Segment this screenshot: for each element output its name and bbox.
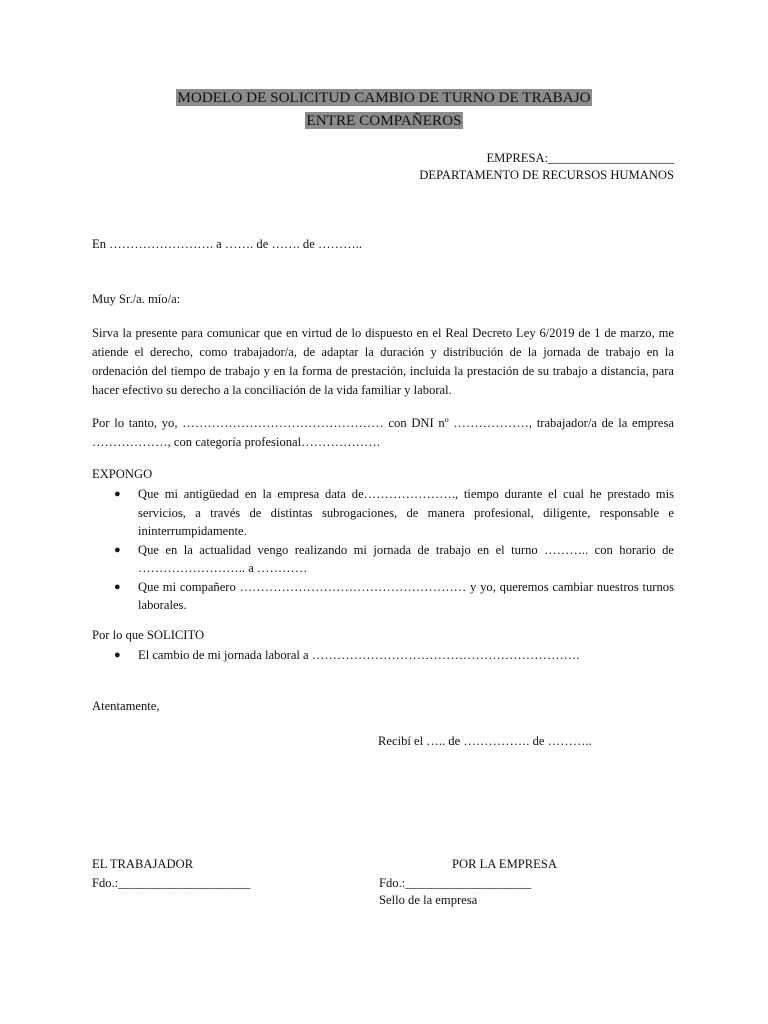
expongo-list	[92, 485, 674, 615]
expongo-heading: EXPONGO	[92, 467, 153, 481]
list-item	[92, 578, 674, 615]
solicito-list	[92, 646, 674, 665]
list-item	[92, 541, 674, 578]
list-item	[92, 646, 674, 665]
document-title-line-1	[0, 88, 768, 108]
worker-signature-label: EL TRABAJADOR	[92, 857, 194, 871]
intro-paragraph: Sirva la presente para comunicar que en virtud de lo dispuesto en el Real Decreto Ley 6/2019 de 1 de marzo, me atiende el derecho, como trabajador/a, de adaptar la duración y distribución de la jornada de trabajo en la ordenación del tiempo de trabajo y en la forma de prestación, incluida la prestación de su trabajo a distancia, para hacer efectivo su derecho a la conciliación de la vida familiar y laboral.	[92, 326, 674, 397]
identity-paragraph: Por lo tanto, yo, ………………………………………… con DNI nº ………………, trabajador/a de la empresa ………………, con categoría profesional……………….	[92, 416, 674, 449]
worker-signature-field: Fdo.:_____________________	[92, 876, 251, 890]
list-item-text: El cambio de mi jornada laboral a ……………………………………………………….	[138, 648, 580, 662]
bullet-icon: ●	[114, 580, 121, 593]
place-date-line: En ……………………. a ……. de ……. de ………..	[92, 237, 363, 251]
receipt-line: Recibí el ….. de ……………. de ………..	[378, 734, 592, 748]
greeting: Muy Sr./a. mío/a:	[92, 292, 181, 306]
list-item-text: Que mi antigüedad en la empresa data de…………………., tiempo durante el cual he prestado mis servicios, a través de distintas subrogaciones, de manera profesional, diligente, responsable e ininterrumpidamente.	[138, 487, 674, 538]
company-seal-label: Sello de la empresa	[379, 893, 478, 907]
bullet-icon: ●	[114, 649, 121, 661]
title-highlight-1: MODELO DE SOLICITUD CAMBIO DE TURNO DE TRABAJO	[177, 89, 591, 106]
closing: Atentamente,	[92, 699, 160, 713]
list-item	[92, 485, 674, 541]
bullet-icon: ●	[114, 543, 121, 556]
empresa-field: EMPRESA:____________________	[486, 151, 674, 165]
list-item-text: Que mi compañero ……………………………………………… y yo, queremos cambiar nuestros turnos laborales.	[138, 579, 674, 612]
list-item-text: Que en la actualidad vengo realizando mi jornada de trabajo en el turno ……….. con horario de …………………….. a …………	[138, 542, 674, 575]
title-highlight-2: ENTRE COMPAÑEROS	[306, 112, 462, 129]
bullet-icon: ●	[114, 488, 121, 500]
company-signature-label: POR LA EMPRESA	[452, 857, 557, 871]
document-title-line-2	[0, 111, 768, 131]
company-signature-field: Fdo.:____________________	[379, 876, 532, 890]
department-name: DEPARTAMENTO DE RECURSOS HUMANOS	[419, 168, 674, 182]
solicito-heading: Por lo que SOLICITO	[92, 628, 205, 642]
